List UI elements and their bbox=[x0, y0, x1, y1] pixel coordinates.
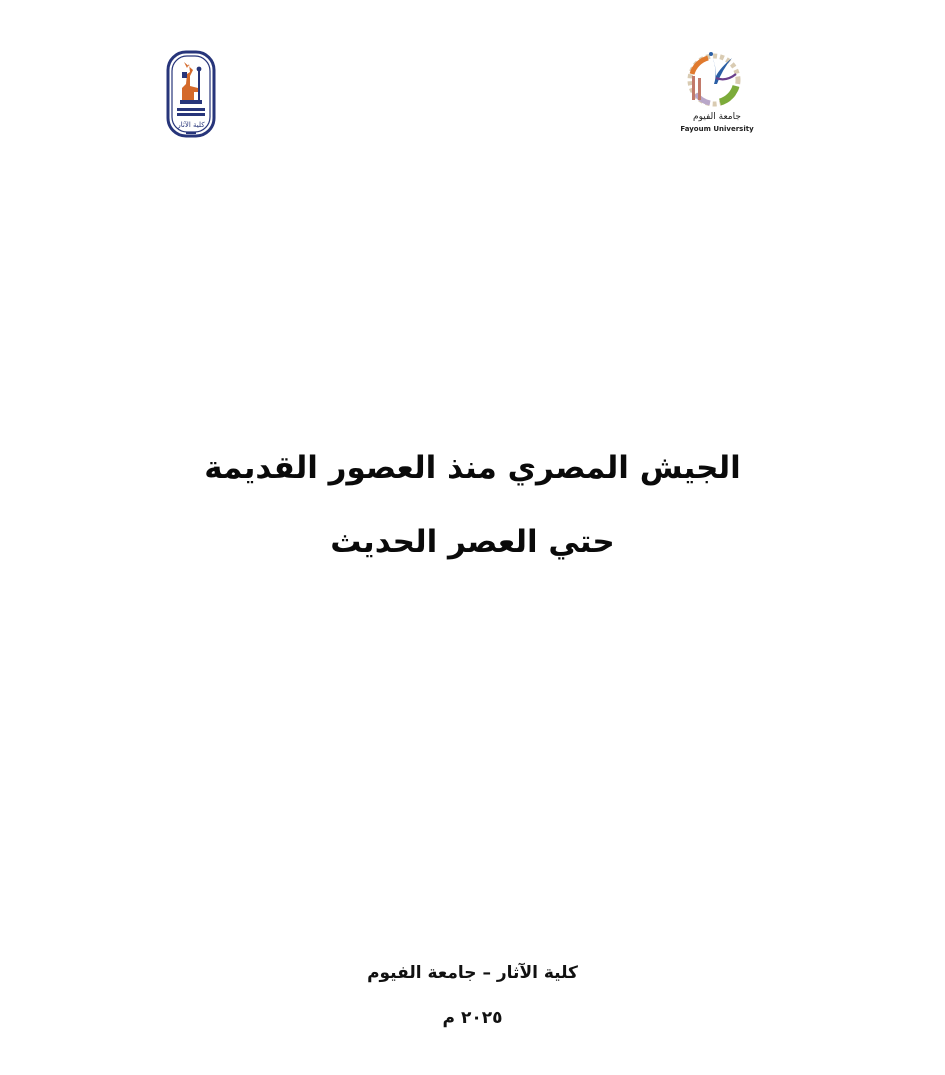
faculty-seal-graphic bbox=[160, 48, 222, 142]
faculty-seal-caption: كلية الآثار bbox=[177, 121, 205, 129]
fayoum-wordmark-arabic: جامعة الفيوم bbox=[693, 112, 741, 122]
title-line-1: الجيش المصري منذ العصور القديمة bbox=[204, 450, 741, 486]
fayoum-wordmark-english: Fayoum University bbox=[680, 125, 754, 133]
title-line-2: حتي العصر الحديث bbox=[330, 524, 615, 560]
document-title bbox=[0, 440, 945, 570]
footer-year: ٢٠٢٥ م bbox=[442, 1008, 503, 1028]
faculty-of-archaeology-seal-icon bbox=[160, 48, 222, 142]
footer-institution: كلية الآثار – جامعة الفيوم bbox=[367, 963, 578, 983]
fayoum-university-emblem-icon bbox=[672, 44, 762, 140]
fayoum-emblem-graphic bbox=[672, 44, 762, 114]
